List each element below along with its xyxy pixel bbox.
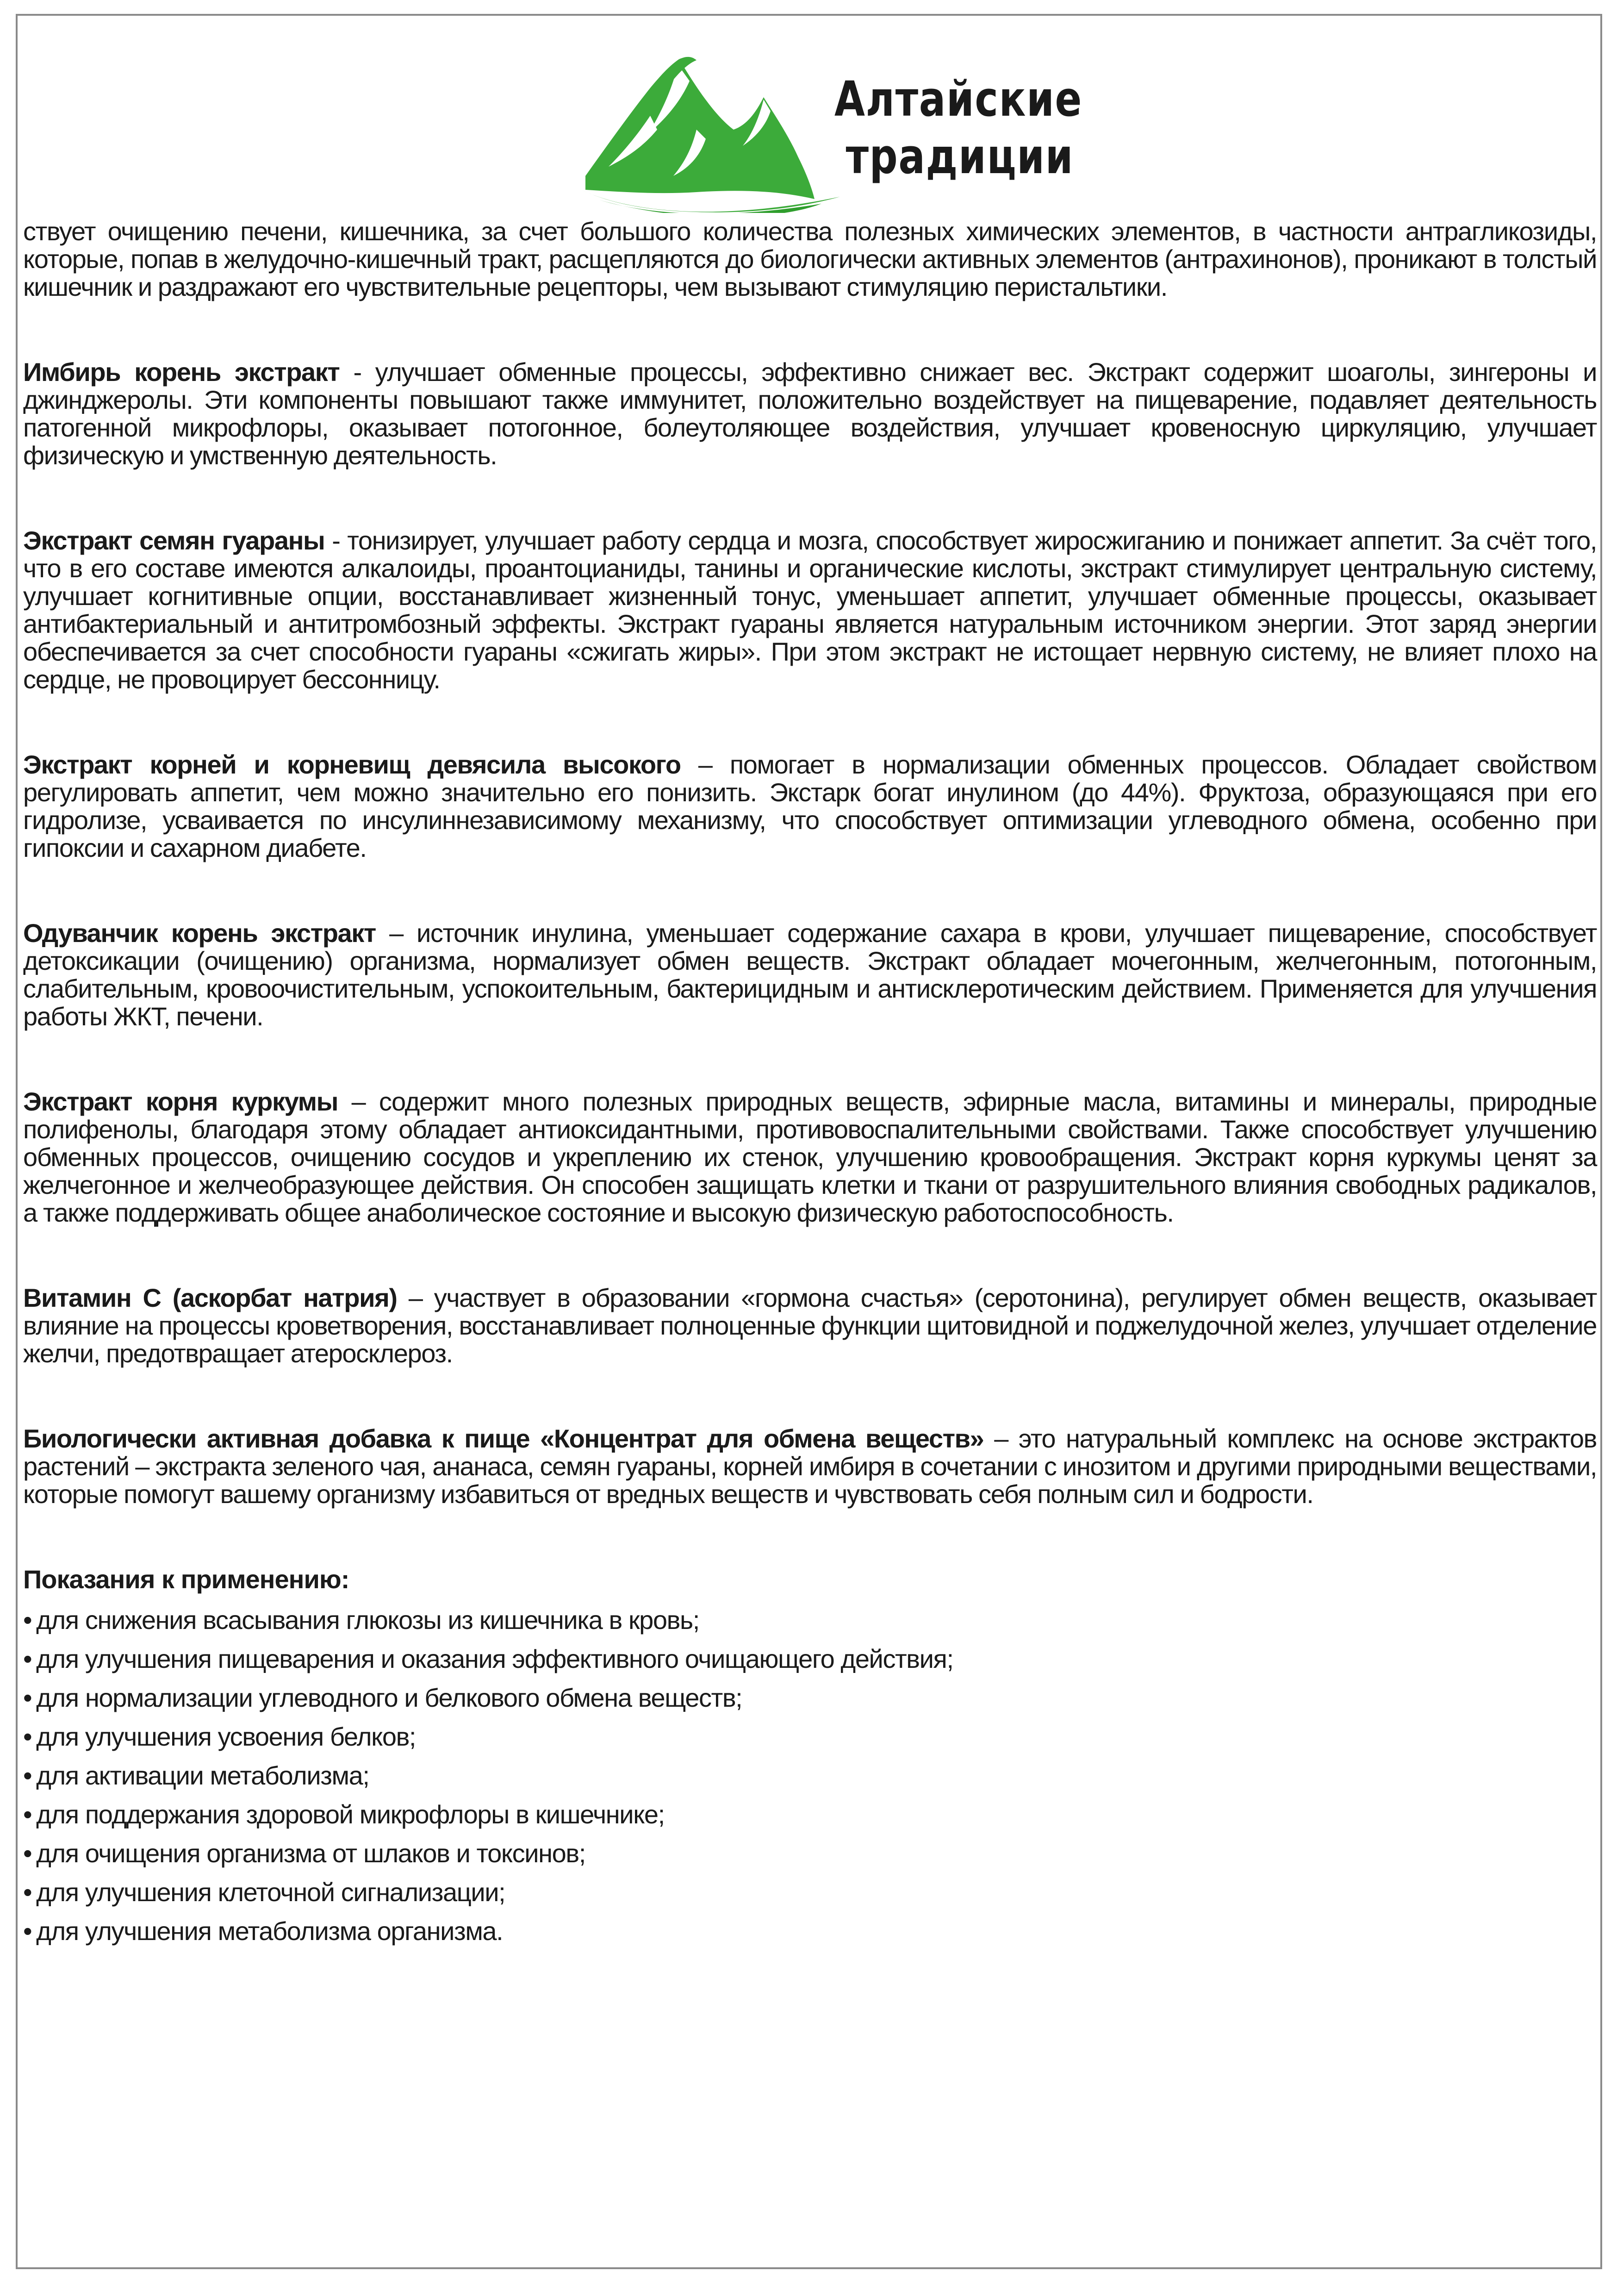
- list-item: • для поддержания здоровой микрофлоры в кишечнике;: [23, 1795, 1597, 1834]
- list-item: • для очищения организма от шлаков и токсинов;: [23, 1834, 1597, 1873]
- paragraph-title: Биологически активная добавка к пище «Концентрат для обмена веществ»: [23, 1424, 984, 1453]
- paragraph-text: – это натуральный комплекс на основе экстрактов растений – экстракта зеленого чая, ананаса, семян гуараны, корней имбиря в сочетании с инозитом и другими природными веществами, которые помогут вашему организму избавиться от вредных веществ и чувствовать себя полным сил и бодрости.: [23, 1424, 1597, 1509]
- indications-list: [23, 1601, 1597, 1951]
- brand-line-2: традиции: [846, 128, 1074, 185]
- paragraph-vitamin-c: [23, 1284, 1597, 1367]
- indications-heading: Показания к применению:: [23, 1565, 349, 1594]
- list-item: • для снижения всасывания глюкозы из кишечника в кровь;: [23, 1601, 1597, 1640]
- paragraph-intro: [23, 218, 1597, 301]
- list-item: • для улучшения усвоения белков;: [23, 1717, 1597, 1756]
- paragraph-text: - тонизирует, улучшает работу сердца и мозга, способствует жиросжиганию и понижает аппетит. За счёт того, что в его составе имеются алкалоиды, проантоцианиды, танины и органические кислоты, экстракт стимулирует центральную систему, улучшает когнитивные опции, восстанавливает жизненный тонус, уменьшает аппетит, улучшает обменные процессы, оказывает антибактериальный и антитромбозный эффекты. Экстракт гуараны является натуральным источником энергии. Этот заряд энергии обеспечивается за счет способности гуараны «сжигать жиры». При этом экстракт не истощает нервную систему, не влияет плохо на сердце, не провоцирует бессонницу.: [23, 526, 1597, 694]
- document-body: [23, 218, 1597, 1951]
- paragraph-elecampane: [23, 751, 1597, 862]
- list-item: • для улучшения пищеварения и оказания эффективного очищающего действия;: [23, 1640, 1597, 1678]
- brand-name: [834, 70, 1082, 185]
- paragraph-title: Экстракт корня куркумы: [23, 1087, 338, 1116]
- paragraph-guarana: [23, 527, 1597, 693]
- paragraph-text: - улучшает обменные процессы, эффективно снижает вес. Экстракт содержит шоаголы, зингероны и джинджеролы. Эти компоненты повышают также иммунитет, положительно воздействует на пищеварение, подавляет деятельность патогенной микрофлоры, оказывает потогонное, болеутоляющее воздействия, улучшает кровеносную циркуляцию, улучшает физическую и умственную деятельность.: [23, 357, 1597, 470]
- paragraph-text: ствует очищению печени, кишечника, за счет большого количества полезных химических элементов, в частности антрагликозиды, которые, попав в желудочно-кишечный тракт, расщепляются до биологически активных элементов (антрахинонов), проникают в толстый кишечник и раздражают его чувствительные рецепторы, чем вызывают стимуляцию перистальтики.: [23, 217, 1597, 301]
- list-item: • для активации метаболизма;: [23, 1756, 1597, 1795]
- paragraph-text: – источник инулина, уменьшает содержание сахара в крови, улучшает пищеварение, способствует детоксикации (очищению) организма, нормализует обмен веществ. Экстракт обладает мочегонным, желчегонным, потогонным, слабительным, кровоочистительным, успокоительным, бактерицидным и антисклеротическим действием. Применяется для улучшения работы ЖКТ, печени.: [23, 918, 1597, 1031]
- list-item: • для нормализации углеводного и белкового обмена веществ;: [23, 1678, 1597, 1717]
- brand-line-1: Алтайские: [834, 71, 1082, 127]
- paragraph-title: Витамин С (аскорбат натрия): [23, 1283, 397, 1312]
- paragraph-title: Экстракт семян гуараны: [23, 526, 325, 555]
- green-mountain-logo-icon: [581, 37, 840, 213]
- paragraph-title: Одуванчик корень экстракт: [23, 918, 376, 948]
- brand-logo: [581, 37, 1082, 222]
- paragraph-title: Имбирь корень экстракт: [23, 357, 340, 387]
- paragraph-text: – участвует в образовании «гормона счастья» (серотонина), регулирует обмен веществ, оказывает влияние на процессы кроветворения, восстанавливает полноценные функции щитовидной и поджелудочной желез, улучшает отделение желчи, предотвращает атеросклероз.: [23, 1283, 1597, 1368]
- paragraph-ginger: [23, 358, 1597, 469]
- paragraph-dandelion: [23, 919, 1597, 1030]
- paragraph-turmeric: [23, 1088, 1597, 1227]
- paragraph-product: [23, 1425, 1597, 1508]
- list-item: • для улучшения метаболизма организма.: [23, 1912, 1597, 1951]
- paragraph-text: – помогает в нормализации обменных процессов. Обладает свойством регулировать аппетит, чем можно значительно его понизить. Экстарк богат инулином (до 44%). Фруктоза, образующаяся при его гидролизе, усваивается по инсулиннезависимому механизму, что способствует оптимизации углеводного обмена, особенно при гипоксии и сахарном диабете.: [23, 750, 1597, 862]
- paragraph-title: Экстракт корней и корневищ девясила высокого: [23, 750, 681, 779]
- list-item: • для улучшения клеточной сигнализации;: [23, 1873, 1597, 1912]
- paragraph-text: – содержит много полезных природных веществ, эфирные масла, витамины и минералы, природные полифенолы, благодаря этому обладает антиоксидантными, противовоспалительными свойствами. Также способствует улучшению обменных процессов, очищению сосудов и укреплению их стенок, улучшению кровообращения. Экстракт корня куркумы ценят за желчегонное и желчеобразующее действия. Он способен защищать клетки и ткани от разрушительного влияния свободных радикалов, а также поддерживать общее анаболическое состояние и высокую физическую работоспособность.: [23, 1087, 1597, 1227]
